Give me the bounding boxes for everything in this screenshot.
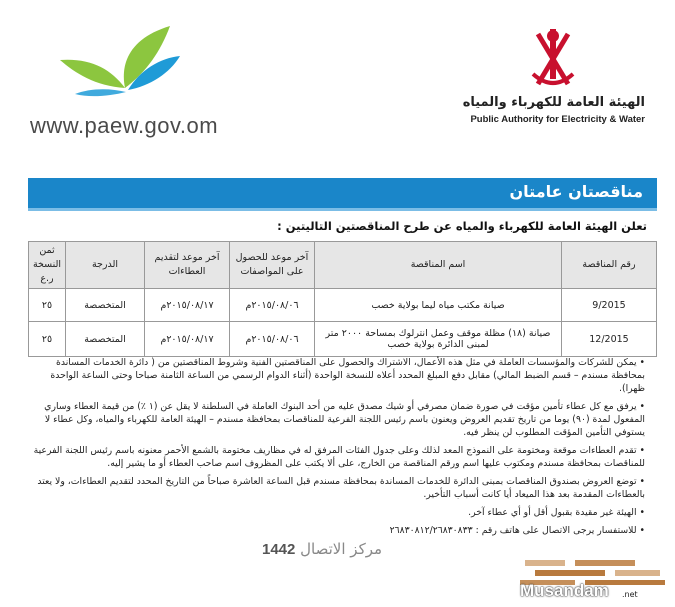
watermark-suffix: .net	[622, 590, 638, 599]
list-item: • تقدم العطاءات موقعة ومختومة على النموذج المعد لذلك وعلى جدول الفئات المرفق له في مظاريف مختومة بالشمع الأحمر معنونه باسم رئيس اللجنة الفرعية للمناقصات بمحافظة مسندم ومكتوب عليها اسم ورقم المناقصة من الخارج، على ألا يكتب على المظروف اسم صاحب العطاء أو ما يشير إليه.	[33, 445, 645, 469]
announcement-intro: تعلن الهيئة العامة للكهرباء والمياه عن طرح المناقصتين التاليتين :	[277, 219, 647, 233]
header-tender-name: اسم المناقصة	[315, 242, 562, 289]
cell-submission-deadline: ٢٠١٥/٠٨/١٧م	[145, 322, 230, 357]
cell-spec-deadline: ٢٠١٥/٠٨/٠٦م	[230, 322, 315, 357]
cell-tender-name: صيانة (١٨) مظلة موقف وعمل انترلوك بمساحة ٢٠٠٠ متر لمبنى الدائرة بولاية خصب	[315, 322, 562, 357]
cell-submission-deadline: ٢٠١٥/٠٨/١٧م	[145, 289, 230, 322]
cell-grade: المتخصصة	[66, 322, 145, 357]
header-tender-number: رقم المناقصة	[562, 242, 657, 289]
table-row	[29, 322, 657, 357]
list-item: • يرفق مع كل عطاء تأمين مؤقت في صورة ضمان مصرفي أو شيك مصدق عليه من أحد البنوك العاملة في السلطنة لا يقل عن (١ ٪) من قيمة العطاء وساري المفعول لمدة (٩٠) يوما من تاريخ تقديم العروض ويعنون باسم رئيس اللجنة الفرعية للمناقصات بمحافظة مسندم – الهيئة العامة للكهرباء والمياه، وكل عطاء لا يستوفي التأمين المؤقت المطلوب لن ينظر فيه.	[44, 401, 645, 438]
website-url: www.paew.gov.om	[30, 113, 219, 138]
terms-list	[33, 356, 645, 542]
header-copy-price: ثمن النسخة ر.ع	[29, 242, 66, 289]
org-name-english: Public Authority for Electricity & Water	[470, 114, 645, 125]
cell-spec-deadline: ٢٠١٥/٠٨/٠٦م	[230, 289, 315, 322]
cell-grade: المتخصصة	[66, 289, 145, 322]
call-center-label: مركز الاتصال	[300, 540, 383, 558]
cell-tender-name: صيانة مكتب مياه ليما بولاية خصب	[315, 289, 562, 322]
title-banner	[28, 178, 657, 208]
header-grade: الدرجة	[66, 242, 145, 289]
oman-emblem-icon	[523, 24, 583, 94]
watermark-text: Musandam	[520, 581, 609, 600]
tenders-table	[28, 241, 657, 357]
call-center-number: 1442	[262, 541, 296, 558]
cell-copy-price: ٢٥	[29, 322, 66, 357]
table-row	[29, 289, 657, 322]
list-item: • توضع العروض بصندوق المناقصات بمبنى الدائرة للخدمات المساندة بمحافظة مسندم قبل الساعة العاشرة صباحاً من التاريخ المحدد لتقديم العطاءات، ولا يعتد بالعطاءات المقدمة بعد هذا الميعاد أيا كانت أسباب التأخير.	[37, 476, 645, 500]
table-header-row	[29, 242, 657, 289]
banner-title: مناقصتان عامتان	[509, 182, 643, 201]
org-name-arabic: الهيئة العامة للكهرباء والمياه	[462, 95, 645, 110]
page-header	[0, 0, 675, 180]
banner-underline	[28, 208, 657, 211]
list-item: • الهيئة غير مقيدة بقبول أقل أو أي عطاء آخر.	[468, 507, 645, 518]
list-item: • للاستفسار يرجى الاتصال على هاتف رقم : ٢٦٨٣٠٨١٢/٢٦٨٣٠٨٣٣	[389, 525, 645, 536]
cell-tender-number: 12/2015	[562, 322, 657, 357]
list-item: • يمكن للشركات والمؤسسات العاملة في مثل هذه الأعمال، الاشتراك والحصول على المناقصتين الفنية وشروط المناقصتين من ( دائرة الخدمات المساندة بمحافظة مسندم – قسم الضبط المالي) مقابل دفع المبلغ المحدد أعلاه للنسخة الواحدة (أثناء الدوام الرسمي من الساعة الثامنة صباحا وحتى الساعة الواحدة ظهرا).	[50, 357, 645, 394]
header-spec-deadline: آخر موعد للحصول على المواصفات	[230, 242, 315, 289]
paew-butterfly-logo	[30, 18, 190, 108]
cell-copy-price: ٢٥	[29, 289, 66, 322]
cell-tender-number: 9/2015	[562, 289, 657, 322]
call-center	[262, 540, 382, 558]
header-submission-deadline: آخر موعد لتقديم العطاءات	[145, 242, 230, 289]
